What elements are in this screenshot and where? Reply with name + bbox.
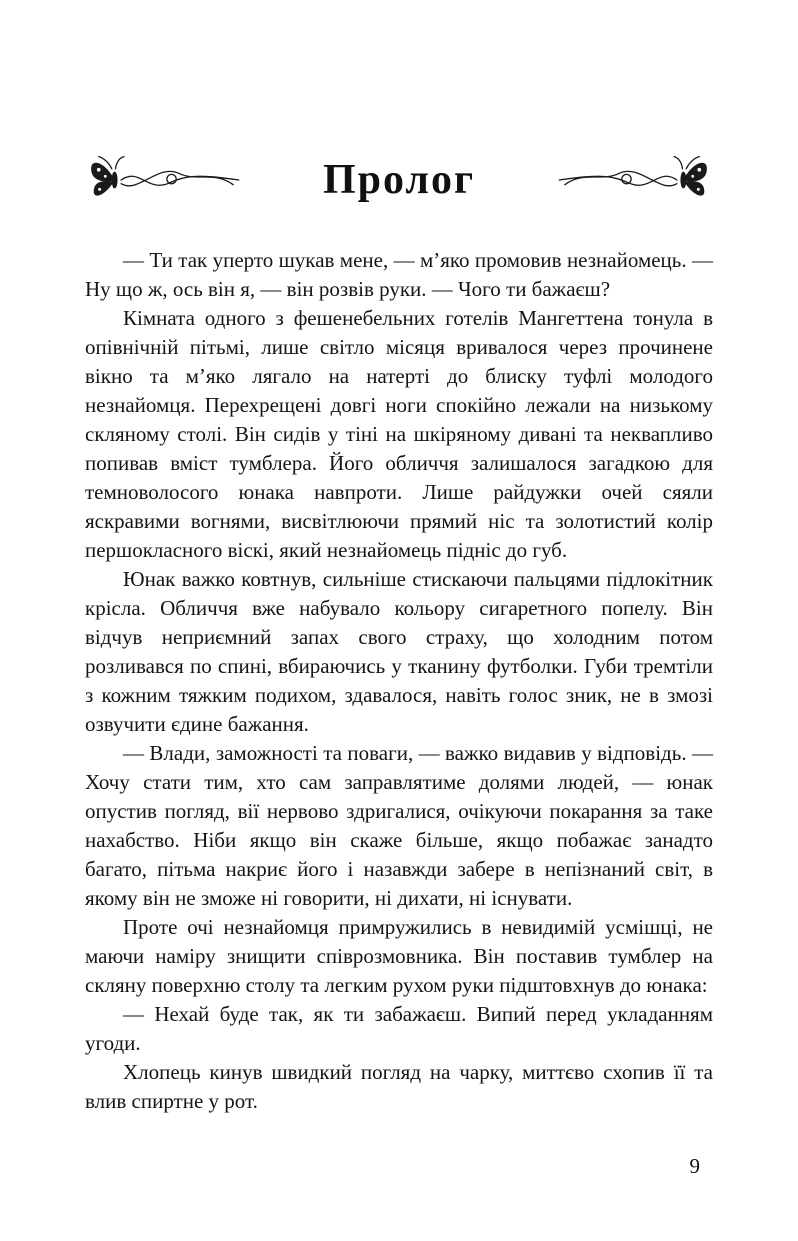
body-text [85,246,713,1116]
butterfly-flourish-left-icon [85,152,245,208]
chapter-header [85,148,713,212]
butterfly-flourish-right-icon [553,152,713,208]
paragraph: — Влади, заможності та поваги, — важко видавив у відповідь. — Хочу стати тим, хто сам заправлятиме долями людей, — юнак опустив погляд, вії нервово здригалися, очікуючи покарання за таке нахабство. Ніби якщо він скаже більше, якщо побажає занадто багато, пітьма накриє його і назавжди забере в непізнаний світ, в якому він не зможе ні говорити, ні дихати, ні існувати. [85,741,713,910]
paragraph: Юнак важко ковтнув, сильніше стискаючи пальцями підлокітник крісла. Обличчя вже набувало кольору сигаретного попелу. Він відчув неприємний запах свого страху, що холодним потом розливався по спині, вбираючись у тканину футболки. Губи тремтіли з кожним тяжким подихом, здавалося, навіть голос зник, не в змозі озвучити єдине бажання. [85,567,713,736]
paragraph: — Ти так уперто шукав мене, — м’яко промовив незнайомець. — Ну що ж, ось він я, — він розвів руки. — Чого ти бажаєш? [85,248,713,301]
paragraph: — Нехай буде так, як ти забажаєш. Випий перед укладанням угоди. [85,1002,713,1055]
chapter-title: Пролог [322,157,476,203]
paragraph: Хлопець кинув швидкий погляд на чарку, миттєво схопив її та влив спиртне у рот. [85,1060,713,1113]
paragraph: Кімната одного з фешенебельних готелів Мангеттена тонула в опівнічній пітьмі, лише світло місяця вривалося через прочинене вікно та м’яко лягало на натерті до блиску туфлі молодого незнайомця. Перехрещені довгі ноги спокійно лежали на низькому скляному столі. Він сидів у тіні на шкіряному дивані та неквапливо попивав вміст тумблера. Його обличчя залишалося загадкою для темноволосого юнака навпроти. Лише райдужки очей сяяли яскравими вогнями, висвітлюючи прямий ніс та золотистий колір першокласного віскі, який незнайомець підніс до губ. [85,306,713,562]
paragraph: Проте очі незнайомця примружились в невидимій усмішці, не маючи наміру знищити співрозмовника. Він поставив тумблер на скляну поверхню столу та легким рухом руки підштовхнув до юнака: [85,915,713,997]
page-number: 9 [689,1154,700,1178]
